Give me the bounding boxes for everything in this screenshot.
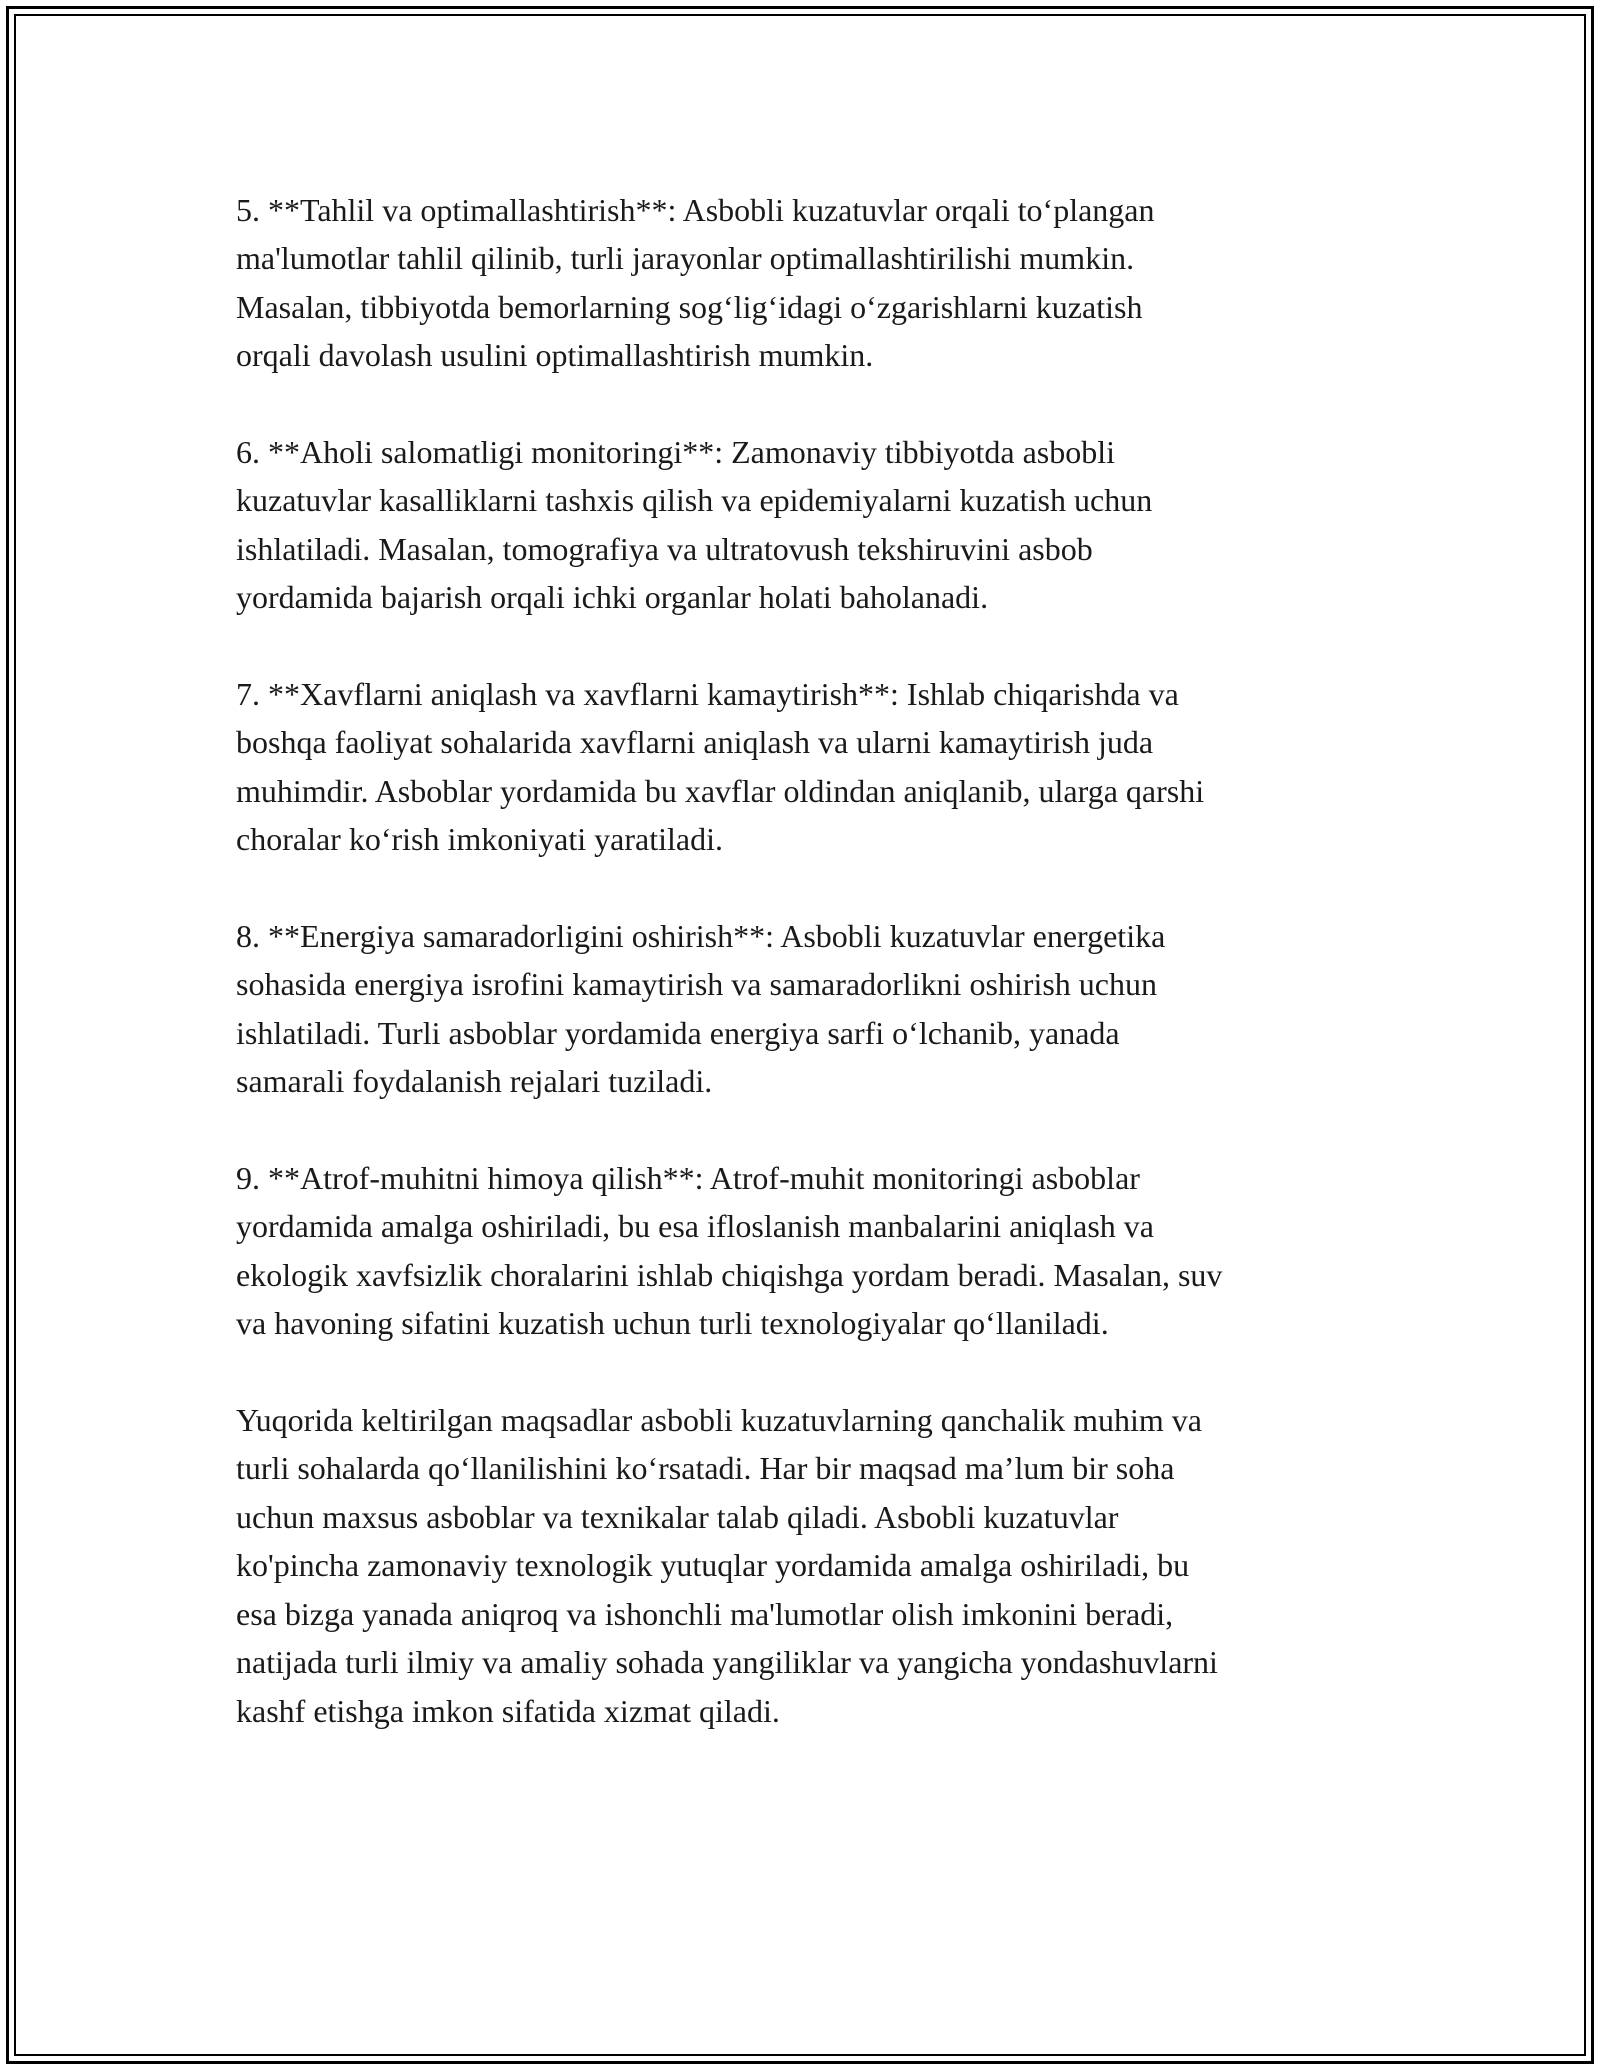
paragraph-item-8: 8. **Energiya samaradorligini oshirish**: Asbobli kuzatuvlar energetika sohasida energiya isrofini kamaytirish va samaradorlikni oshirish uchun ishlatiladi. Turli asboblar yordamida energiya sarfi o‘lchanib, yanada samarali foydalanish rejalari tuziladi. bbox=[236, 918, 1166, 1100]
paragraph-item-9: 9. **Atrof-muhitni himoya qilish**: Atrof-muhit monitoringi asboblar yordamida amalga oshiriladi, bu esa ifloslanish manbalarini aniqlash va ekologik xavfsizlik choralarini ishlab chiqishga yordam beradi. Masalan, suv va havoning sifatini kuzatish uchun turli texnologiyalar qo‘llaniladi. bbox=[236, 1160, 1223, 1342]
paragraph-item-6: 6. **Aholi salomatligi monitoringi**: Zamonaviy tibbiyotda asbobli kuzatuvlar kasalliklarni tashxis qilish va epidemiyalarni kuzatish uchun ishlatiladi. Masalan, tomografiya va ultratovush tekshiruvini asbob yordamida bajarish orqali ichki organlar holati baholanadi. bbox=[236, 434, 1153, 616]
paragraph-conclusion: Yuqorida keltirilgan maqsadlar asbobli kuzatuvlarning qanchalik muhim va turli sohalarda qo‘llanilishini ko‘rsatadi. Har bir maqsad ma’lum bir soha uchun maxsus asboblar va texnikalar talab qiladi. Asbobli kuzatuvlar ko'pincha zamonaviy texnologik yutuqlar yordamida amalga oshiriladi, bu esa bizga yanada aniqroq va ishonchli ma'lumotlar olish imkonini beradi, natijada turli ilmiy va amaliy sohada yangiliklar va yangicha yondashuvlarni kashf etishga imkon sifatida xizmat qiladi. bbox=[236, 1402, 1218, 1729]
document-body bbox=[236, 186, 1396, 1735]
paragraph-item-7: 7. **Xavflarni aniqlash va xavflarni kamaytirish**: Ishlab chiqarishda va boshqa faoliyat sohalarida xavflarni aniqlash va ularni kamaytirish juda muhimdir. Asboblar yordamida bu xavflar oldindan aniqlanib, ularga qarshi choralar ko‘rish imkoniyati yaratiladi. bbox=[236, 676, 1205, 858]
paragraph-item-5: 5. **Tahlil va optimallashtirish**: Asbobli kuzatuvlar orqali to‘plangan ma'lumotlar tahlil qilinib, turli jarayonlar optimallashtirilishi mumkin. Masalan, tibbiyotda bemorlarning sog‘lig‘idagi o‘zgarishlarni kuzatish orqali davolash usulini optimallashtirish mumkin. bbox=[236, 192, 1155, 374]
